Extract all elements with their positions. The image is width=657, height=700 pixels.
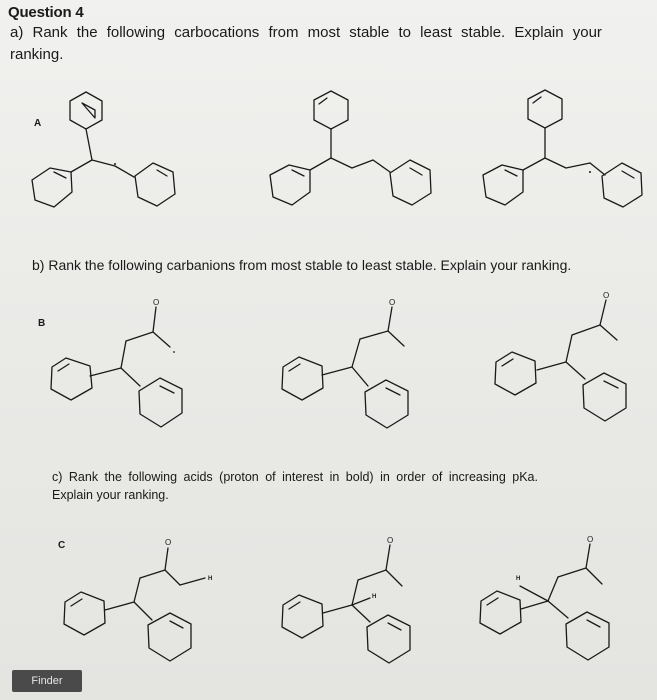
- question-title: Question 4: [8, 4, 84, 21]
- carbanion-structure-1: [51, 307, 182, 427]
- oxygen-label-c3: O: [587, 535, 594, 544]
- oxygen-label-c2: O: [387, 536, 394, 545]
- acid-structure-3: [480, 544, 609, 660]
- carbocation-structure-1: [32, 92, 175, 207]
- oxygen-label-c1: O: [165, 538, 172, 547]
- acid-structure-2: [282, 545, 410, 663]
- carbocation-structure-2: [270, 91, 431, 205]
- oxygen-label-b2: O: [389, 298, 396, 307]
- charge-dot: [589, 171, 591, 173]
- section-a-label: A: [34, 118, 42, 129]
- charge-dot: [173, 351, 175, 353]
- part-b-prompt: b) Rank the following carbanions from most stable to least stable. Explain your ranking.: [32, 257, 572, 273]
- part-c-prompt: c) Rank the following acids (proton of interest in bold) in order of increasing pKa.: [52, 470, 538, 484]
- hydrogen-label-c3: H: [516, 576, 521, 582]
- oxygen-label-b3: O: [603, 291, 610, 300]
- part-a-prompt-cont: ranking.: [10, 46, 64, 63]
- carbanion-structure-3: [495, 300, 626, 421]
- hydrogen-label-c1: H: [208, 576, 213, 582]
- oxygen-label-b1: O: [153, 298, 160, 307]
- carbanion-structure-2: [282, 307, 408, 428]
- finder-button[interactable]: Finder: [12, 670, 82, 692]
- part-c-prompt-cont: Explain your ranking.: [52, 488, 169, 502]
- section-b-label: B: [38, 318, 46, 329]
- acid-structure-1: [64, 548, 205, 661]
- hydrogen-label-c2: H: [372, 594, 377, 600]
- carbocation-structure-3: [483, 90, 642, 207]
- part-a-prompt: a) Rank the following carbocations from most stable to least stable. Explain your: [10, 24, 602, 41]
- charge-dot: [114, 163, 116, 165]
- section-c-label: C: [58, 540, 66, 551]
